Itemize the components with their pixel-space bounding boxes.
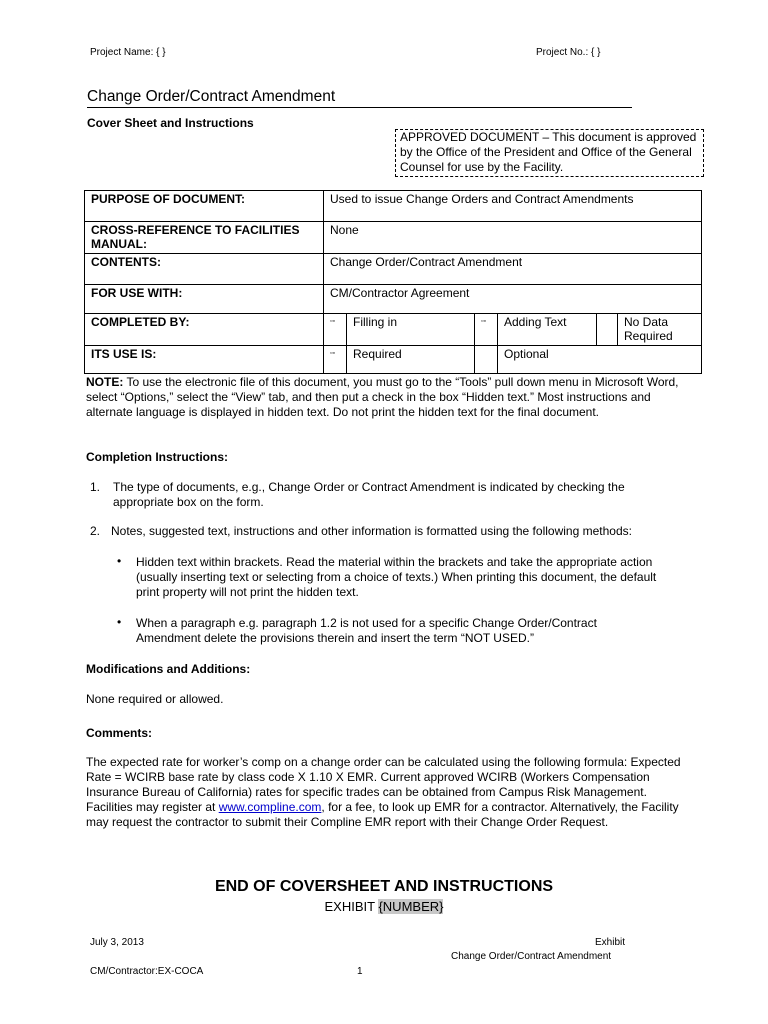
comments-text: The expected rate for worker’s comp on a change order can be calculated using the following formula: Expected Rate = WCIRB base rate by class code X 1.10 X EMR. Current approved WCIRB (Workers Compensation Insurance Bureau of California) rates for specific trades can be obtained from Campus Risk Management. Facilities may register at	[86, 755, 681, 814]
note-label: NOTE:	[86, 375, 124, 389]
its-use-label: ITS USE IS:	[85, 346, 324, 374]
bullet-icon: •	[117, 554, 122, 568]
contents-label: CONTENTS:	[85, 254, 324, 285]
compline-link[interactable]: www.compline.com	[218, 800, 322, 814]
list-item: The type of documents, e.g., Change Order or Contract Amendment is indicated by checking the appropriate box on the form.	[113, 480, 625, 509]
comments-text-continued: , for a fee, to look up EMR for a contractor. Alternatively, the Facility may request the contractor to submit their Compline EMR report with their Change Order Request.	[86, 800, 679, 829]
project-number: Project No.: { }	[536, 47, 601, 58]
checkbox-icon: ▫▫	[330, 318, 335, 325]
note-text: To use the electronic file of this document, you must go to the “Tools” pull down menu in Microsoft Word, select “Options,” select the “View” tab, and then put a check in the box “Hidden text.” Most instructions and alternate language is displayed in hidden text. Do not print the hidden text for the final document.	[86, 375, 679, 419]
completed-by-label: COMPLETED BY:	[85, 314, 324, 346]
modifications-heading: Modifications and Additions:	[86, 662, 251, 676]
checkbox-optional[interactable]	[475, 346, 498, 374]
end-title: END OF COVERSHEET AND INSTRUCTIONS	[214, 878, 554, 895]
list-item: Notes, suggested text, instructions and other information is formatted using the following methods:	[111, 524, 632, 538]
document-info-table	[84, 190, 702, 374]
footer-code: CM/Contractor:EX-COCA	[90, 966, 204, 977]
note-paragraph	[86, 375, 686, 420]
contents-value: Change Order/Contract Amendment	[324, 254, 702, 285]
for-use-label: FOR USE WITH:	[85, 285, 324, 314]
option-optional: Optional	[498, 346, 702, 374]
page-title: Change Order/Contract Amendment	[87, 88, 632, 108]
option-required: Required	[347, 346, 475, 374]
modifications-text: None required or allowed.	[86, 692, 224, 706]
approved-document-box: APPROVED DOCUMENT – This document is approved by the Office of the President and Office of the General Counsel for use by the Facility.	[395, 129, 704, 177]
option-no-data-required: No Data Required	[618, 314, 702, 346]
comments-heading: Comments:	[86, 726, 153, 740]
bullet-item: Hidden text within brackets. Read the material within the brackets and take the appropriate action (usually inserting text or selecting from a choice of texts.) When printing this document, the default print property will not print the hidden text.	[136, 555, 657, 599]
exhibit-label: EXHIBIT	[324, 899, 379, 914]
checkbox-icon: ▫▫	[330, 350, 335, 357]
page-number: 1	[357, 966, 363, 977]
footer-exhibit: Exhibit	[595, 937, 626, 948]
project-name: Project Name: { }	[90, 47, 166, 58]
comments-paragraph	[86, 755, 686, 830]
option-filling-in: Filling in	[347, 314, 475, 346]
list-item-number: 2.	[90, 524, 101, 538]
checkbox-no-data[interactable]	[597, 314, 618, 346]
checkbox-filling-in[interactable]	[324, 314, 347, 346]
purpose-value: Used to issue Change Orders and Contract Amendments	[324, 191, 702, 222]
completion-heading: Completion Instructions:	[86, 450, 228, 464]
exhibit-line	[0, 899, 768, 914]
footer-doc-name: Change Order/Contract Amendment	[451, 951, 612, 962]
footer-date: July 3, 2013	[90, 937, 144, 948]
checkbox-adding-text[interactable]	[475, 314, 498, 346]
checkbox-required[interactable]	[324, 346, 347, 374]
subtitle: Cover Sheet and Instructions	[87, 116, 254, 130]
bullet-icon: •	[117, 615, 122, 629]
bullet-item: When a paragraph e.g. paragraph 1.2 is not used for a specific Change Order/Contract Amendment delete the provisions therein and insert the term “NOT USED.”	[136, 616, 597, 645]
list-item-number: 1.	[90, 480, 101, 494]
crossref-value: None	[324, 222, 702, 254]
exhibit-number: {NUMBER}	[378, 899, 444, 914]
option-adding-text: Adding Text	[498, 314, 597, 346]
checkbox-icon: ▫▫	[481, 318, 486, 325]
crossref-label: CROSS-REFERENCE TO FACILITIES MANUAL:	[85, 222, 324, 254]
purpose-label: PURPOSE OF DOCUMENT:	[85, 191, 324, 222]
for-use-value: CM/Contractor Agreement	[324, 285, 702, 314]
